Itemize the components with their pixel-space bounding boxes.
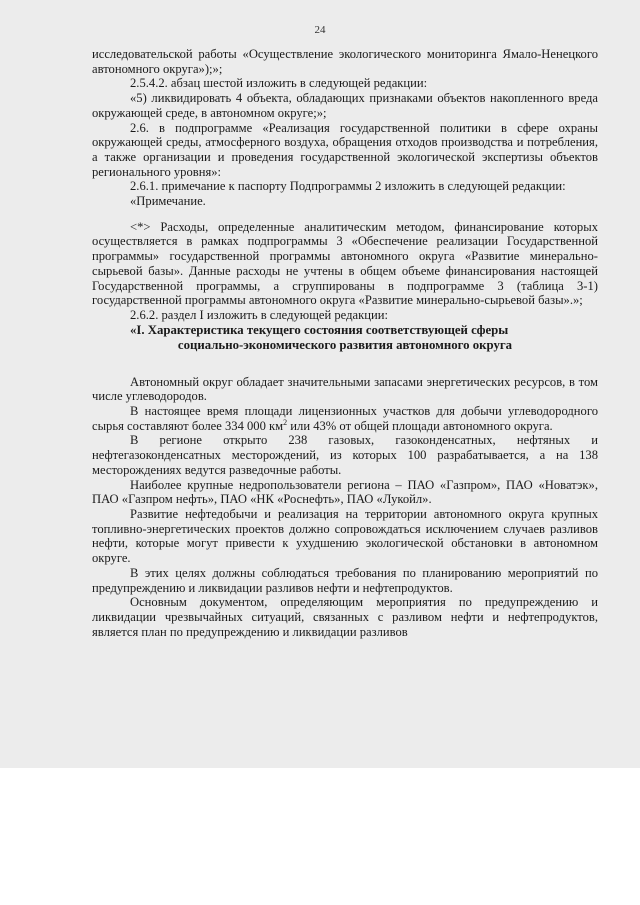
paragraph: Наиболее крупные недропользователи региона – ПАО «Газпром», ПАО «Новатэк», ПАО «Газпром нефть», ПАО «НК «Роснефть», ПАО «Лукойл». bbox=[92, 477, 598, 507]
paragraph-part: или 43% от общей площади автономного округа. bbox=[287, 418, 553, 433]
footnote-paragraph: <*> Расходы, определенные аналитическим методом, финансирование которых осуществляется в рамках подпрограммы 3 «Обеспечение реализации Государственной программы» государственной программы автономного округа «Развитие минерально-сырьевой базы». Данные расходы не учтены в общем объеме финансирования настоящей Государственной программы, а сгруппированы в подпрограмме 3 (таблица 3-1) государственной программы автономного округа «Развитие минерально-сырьевой базы».»; bbox=[92, 219, 598, 308]
paragraph: 2.5.4.2. абзац шестой изложить в следующей редакции: bbox=[130, 76, 428, 91]
section-heading bbox=[92, 323, 598, 353]
document-body bbox=[92, 47, 598, 639]
section-heading-line-2: социально-экономического развития автономного округа bbox=[177, 337, 513, 352]
section-heading-line-1: «I. Характеристика текущего состояния соответствующей сферы bbox=[130, 322, 509, 337]
note-label: «Примечание. bbox=[130, 194, 206, 209]
superscript: 2 bbox=[283, 417, 288, 427]
paragraph-part: В настоящее время площади лицензионных участков для добычи углеводородного сырья составляют более 334 000 км bbox=[92, 404, 598, 433]
paragraph: Автономный округ обладает значительными запасами энергетических ресурсов, в том числе углеводородов. bbox=[92, 374, 598, 404]
page-number: 24 bbox=[314, 24, 326, 36]
paragraph: Основным документом, определяющим мероприятия по предупреждению и ликвидации чрезвычайных ситуаций, связанных с разливом нефти и нефтепродуктов, является план по предупреждению и ликвидации разливов bbox=[92, 595, 598, 639]
paragraph: В этих целях должны соблюдаться требования по планированию мероприятий по предупреждению и ликвидации разливов нефти и нефтепродуктов. bbox=[92, 565, 598, 595]
paragraph: исследовательской работы «Осуществление экологического мониторинга Ямало-Ненецкого автономного округа»);»; bbox=[92, 47, 598, 76]
paragraph: 2.6.2. раздел I изложить в следующей редакции: bbox=[130, 307, 388, 322]
paragraph: В регионе открыто 238 газовых, газоконденсатных, нефтяных и нефтегазоконденсатных месторождений, из которых 100 разрабатывается, а на 138 месторождениях ведутся разведочные работы. bbox=[92, 433, 598, 477]
paragraph: 2.6. в подпрограмме «Реализация государственной политики в сфере охраны окружающей среды, атмосферного воздуха, обращения отходов производства и потребления, а также организации и проведения государственной экологической экспертизы объектов регионального уровня»: bbox=[92, 120, 598, 179]
paragraph: «5) ликвидировать 4 объекта, обладающих признаками объектов накопленного вреда окружающей среде, в автономном округе;»; bbox=[92, 91, 598, 120]
paragraph: Развитие нефтедобычи и реализация на территории автономного округа крупных топливно-энергетических проектов должно сопровождаться исключением случаев разливов нефти, которые могут привести к ухудшению экологической обстановки в автономном округе. bbox=[92, 506, 598, 566]
paragraph bbox=[92, 404, 598, 433]
paragraph: 2.6.1. примечание к паспорту Подпрограммы 2 изложить в следующей редакции: bbox=[130, 179, 566, 194]
